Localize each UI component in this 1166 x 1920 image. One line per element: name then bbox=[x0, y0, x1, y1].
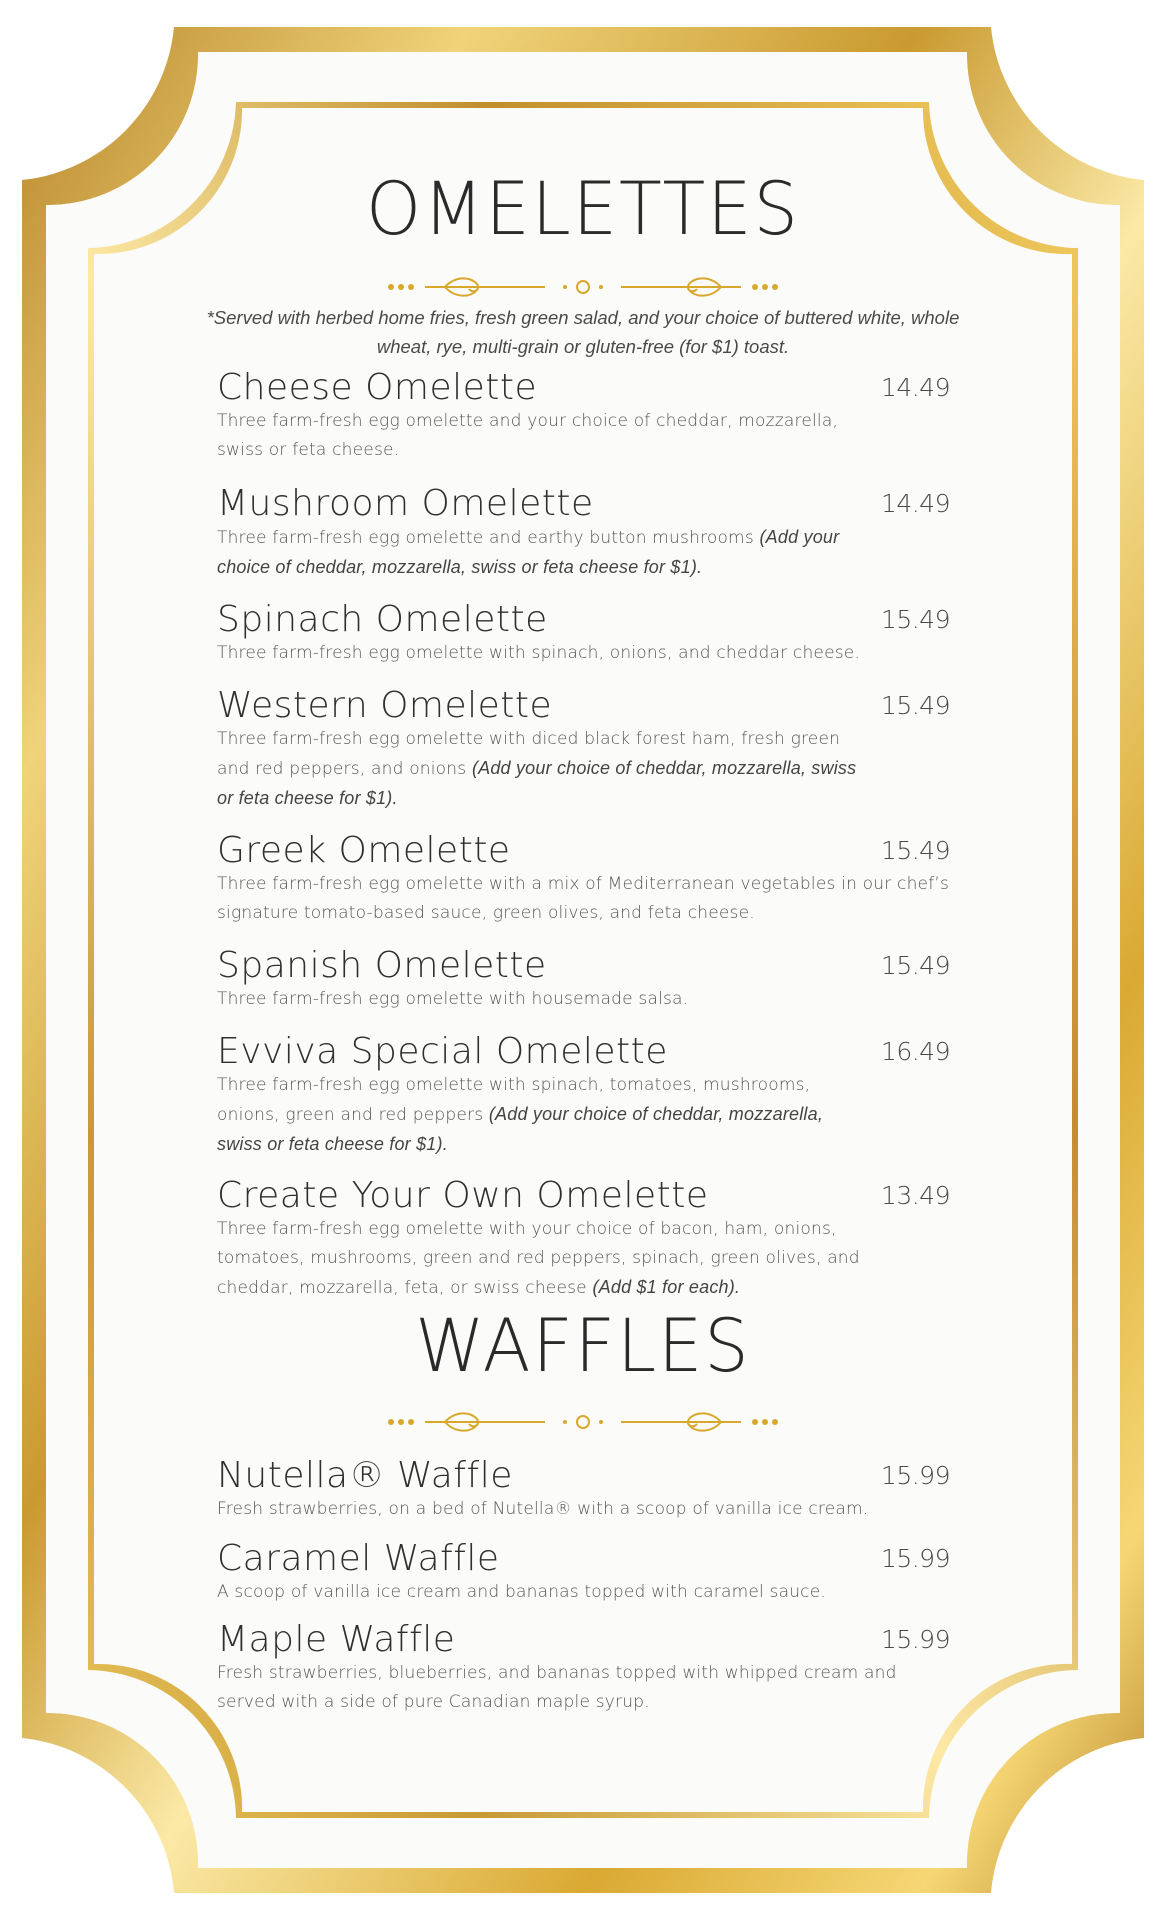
item-price: 15.49 bbox=[880, 691, 950, 720]
item-price: 15.49 bbox=[880, 951, 950, 980]
item-name: Caramel Waffle bbox=[217, 1538, 500, 1579]
item-description: Three farm-fresh egg omelette and your choice of cheddar, mozzarella, swiss or feta cheese. bbox=[217, 411, 839, 460]
item-name: Spanish Omelette bbox=[217, 945, 547, 986]
section-title-omelettes: OMELETTES bbox=[366, 165, 800, 253]
item-price: 13.49 bbox=[880, 1181, 950, 1210]
menu-item-spanish-omelette bbox=[217, 946, 950, 1014]
item-price: 16.49 bbox=[880, 1037, 950, 1066]
menu-item-evviva-special-omelette bbox=[217, 1032, 950, 1160]
item-name: Greek Omelette bbox=[217, 830, 511, 871]
item-name: Mushroom Omelette bbox=[217, 483, 594, 524]
item-name: Evviva Special Omelette bbox=[217, 1031, 668, 1072]
item-description: Three farm-fresh egg omelette with spinach, onions, and cheddar cheese. bbox=[217, 643, 861, 663]
item-description: Three farm-fresh egg omelette with diced black forest ham, fresh green and red peppers, and onions (Add your choice of cheddar, mozzarella, swiss or feta cheese for $1). bbox=[217, 729, 857, 808]
item-price: 15.99 bbox=[880, 1544, 950, 1573]
item-description: Three farm-fresh egg omelette with your choice of bacon, ham, onions, tomatoes, mushrooms, green and red peppers, spinach, green olives, and cheddar, mozzarella, feta, or swiss cheese (Add $1 for each). bbox=[217, 1219, 860, 1298]
item-name: Create Your Own Omelette bbox=[217, 1175, 709, 1216]
menu-item-mushroom-omelette bbox=[217, 484, 950, 583]
item-description: Fresh strawberries, blueberries, and bananas topped with whipped cream and served with a side of pure Canadian maple syrup. bbox=[217, 1663, 897, 1712]
item-name: Nutella® Waffle bbox=[217, 1455, 513, 1496]
item-price: 14.49 bbox=[880, 373, 950, 402]
menu-item-spinach-omelette bbox=[217, 600, 950, 668]
section-title-waffles: WAFFLES bbox=[415, 1302, 751, 1390]
menu-item-nutella-waffle bbox=[217, 1456, 950, 1524]
item-description: Three farm-fresh egg omelette with spinach, tomatoes, mushrooms, onions, green and red peppers (Add your choice of cheddar, mozzarella, swiss or feta cheese for $1). bbox=[217, 1075, 824, 1154]
item-price: 15.49 bbox=[880, 605, 950, 634]
menu-item-greek-omelette bbox=[217, 831, 950, 928]
menu-item-create-your-own-omelette bbox=[217, 1176, 950, 1303]
item-price: 15.99 bbox=[880, 1625, 950, 1654]
item-price: 15.49 bbox=[880, 836, 950, 865]
menu-item-cheese-omelette bbox=[217, 368, 950, 465]
item-description: Three farm-fresh egg omelette with housemade salsa. bbox=[217, 989, 689, 1009]
menu-item-western-omelette bbox=[217, 686, 950, 814]
omelettes-intro-note: *Served with herbed home fries, fresh green salad, and your choice of buttered white, whole wheat, rye, multi-grain or gluten-free (for $1) toast. bbox=[206, 307, 960, 357]
item-description: Fresh strawberries, on a bed of Nutella® with a scoop of vanilla ice cream. bbox=[217, 1499, 869, 1519]
item-name: Spinach Omelette bbox=[217, 599, 548, 640]
item-name: Western Omelette bbox=[217, 685, 553, 726]
ornament-divider bbox=[385, 1409, 781, 1435]
menu-item-maple-waffle bbox=[217, 1620, 950, 1717]
item-name: Cheese Omelette bbox=[217, 367, 538, 408]
menu-item-caramel-waffle bbox=[217, 1539, 950, 1607]
item-description: Three farm-fresh egg omelette and earthy button mushrooms (Add your choice of cheddar, mozzarella, swiss or feta cheese for $1). bbox=[217, 527, 840, 577]
item-price: 14.49 bbox=[880, 489, 950, 518]
item-description: A scoop of vanilla ice cream and bananas topped with caramel sauce. bbox=[217, 1582, 826, 1602]
item-price: 15.99 bbox=[880, 1461, 950, 1490]
item-description: Three farm-fresh egg omelette with a mix of Mediterranean vegetables in our chef’s signature tomato-based sauce, green olives, and feta cheese. bbox=[217, 874, 950, 923]
item-name: Maple Waffle bbox=[217, 1619, 456, 1660]
ornament-divider bbox=[385, 274, 781, 300]
